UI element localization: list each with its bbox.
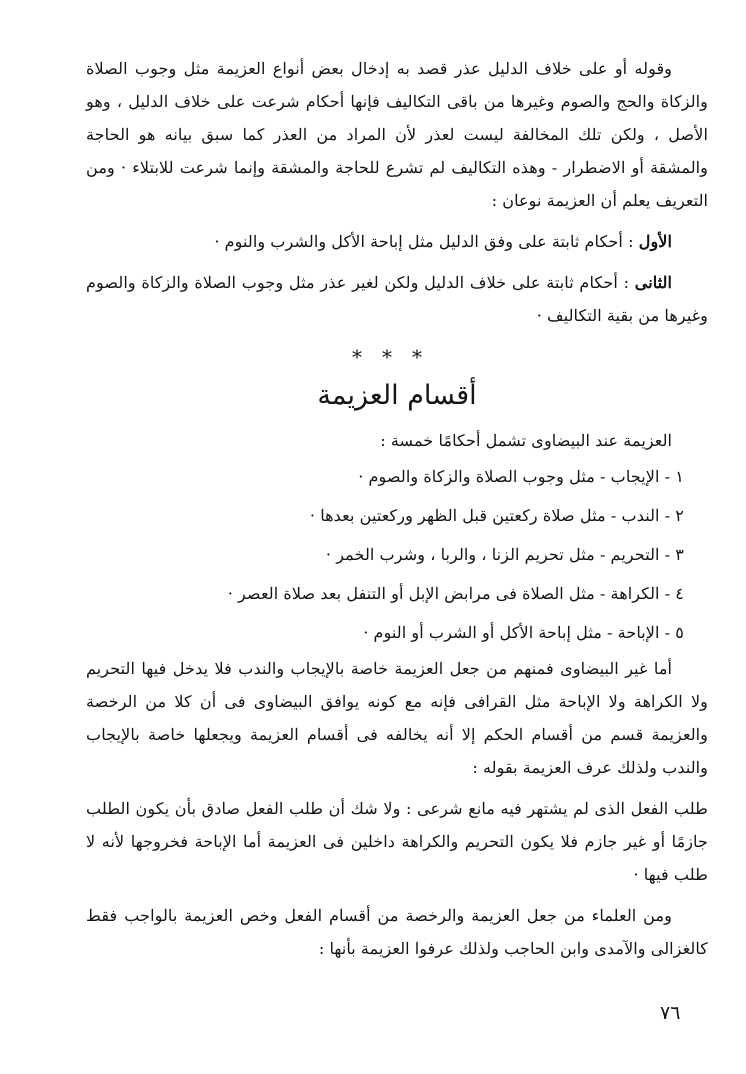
first-type-label: الأول (638, 232, 672, 251)
section-heading: أقسام العزيمة (317, 380, 477, 411)
first-type (86, 225, 708, 258)
page-number: ٧٦ (660, 1002, 681, 1024)
list-item: ١ - الإيجاب - مثل وجوب الصلاة والزكاة والصوم · (358, 467, 684, 486)
list-item: ٤ - الكراهة - مثل الصلاة فى مرابض الإبل أو التنفل بعد صلاة العصر · (227, 584, 684, 603)
page-body (86, 52, 708, 965)
paragraph-3: طلب الفعل الذى لم يشتهر فيه مانع شرعى : ولا شك أن طلب الفعل صادق بأن يكون الطلب جازمًا أو غير جازم فلا يكون التحريم والكراهة داخلين فى العزيمة أما الإباحة فخروجها لأنه لا طلب فيها · (86, 799, 708, 884)
first-type-text: : أحكام ثابتة على وفق الدليل مثل إباحة الأكل والشرب والنوم · (214, 232, 634, 251)
second-type-label: الثانى (634, 273, 672, 292)
paragraph-1: وقوله أو على خلاف الدليل عذر قصد به إدخال بعض أنواع العزيمة مثل وجوب الصلاة والزكاة والحج والصوم وغيرها من باقى التكاليف فإنها أحكام شرعت على خلاف الدليل ، وهو الأصل ، ولكن تلك المخالفة ليست لعذر لأن المراد من العذر كما سبق بيانه هو الحاجة والمشقة أو الاضطرار - وهذه التكاليف لم تشرع للحاجة والمشقة وإنما شرعت للابتلاء · ومن التعريف يعلم أن العزيمة نوعان : (86, 59, 708, 210)
paragraph-2: أما غير البيضاوى فمنهم من جعل العزيمة خاصة بالإيجاب والندب فلا يدخل فيها التحريم ولا الكراهة ولا الإباحة مثل القرافى فإنه مع كونه يوافق البيضاوى فى أن كلا من الرخصة والعزيمة قسم من أقسام الحكم إلا أنه يخالفه فى أقسام العزيمة ويجعلها خاصة بالإيجاب والندب ولذلك عرف العزيمة بقوله : (86, 659, 708, 777)
list-intro: العزيمة عند البيضاوى تشمل أحكامًا خمسة : (380, 431, 672, 450)
second-type (86, 266, 708, 332)
list-item: ٣ - التحريم - مثل تحريم الزنا ، والربا ، وشرب الخمر · (325, 545, 684, 564)
second-type-text: : أحكام ثابتة على خلاف الدليل ولكن لغير عذر مثل وجوب الصلاة والزكاة والصوم وغيرها من بقية التكاليف · (86, 273, 708, 325)
section-divider-stars: *** (352, 345, 442, 369)
list-item: ٥ - الإباحة - مثل إباحة الأكل أو الشرب أو النوم · (363, 623, 684, 642)
list-item: ٢ - الندب - مثل صلاة ركعتين قبل الظهر وركعتين بعدها · (309, 506, 684, 525)
paragraph-4: ومن العلماء من جعل العزيمة والرخصة من أقسام الفعل وخص العزيمة بالواجب فقط كالغزالى والآمدى وابن الحاجب ولذلك عرفوا العزيمة بأنها : (86, 906, 708, 958)
